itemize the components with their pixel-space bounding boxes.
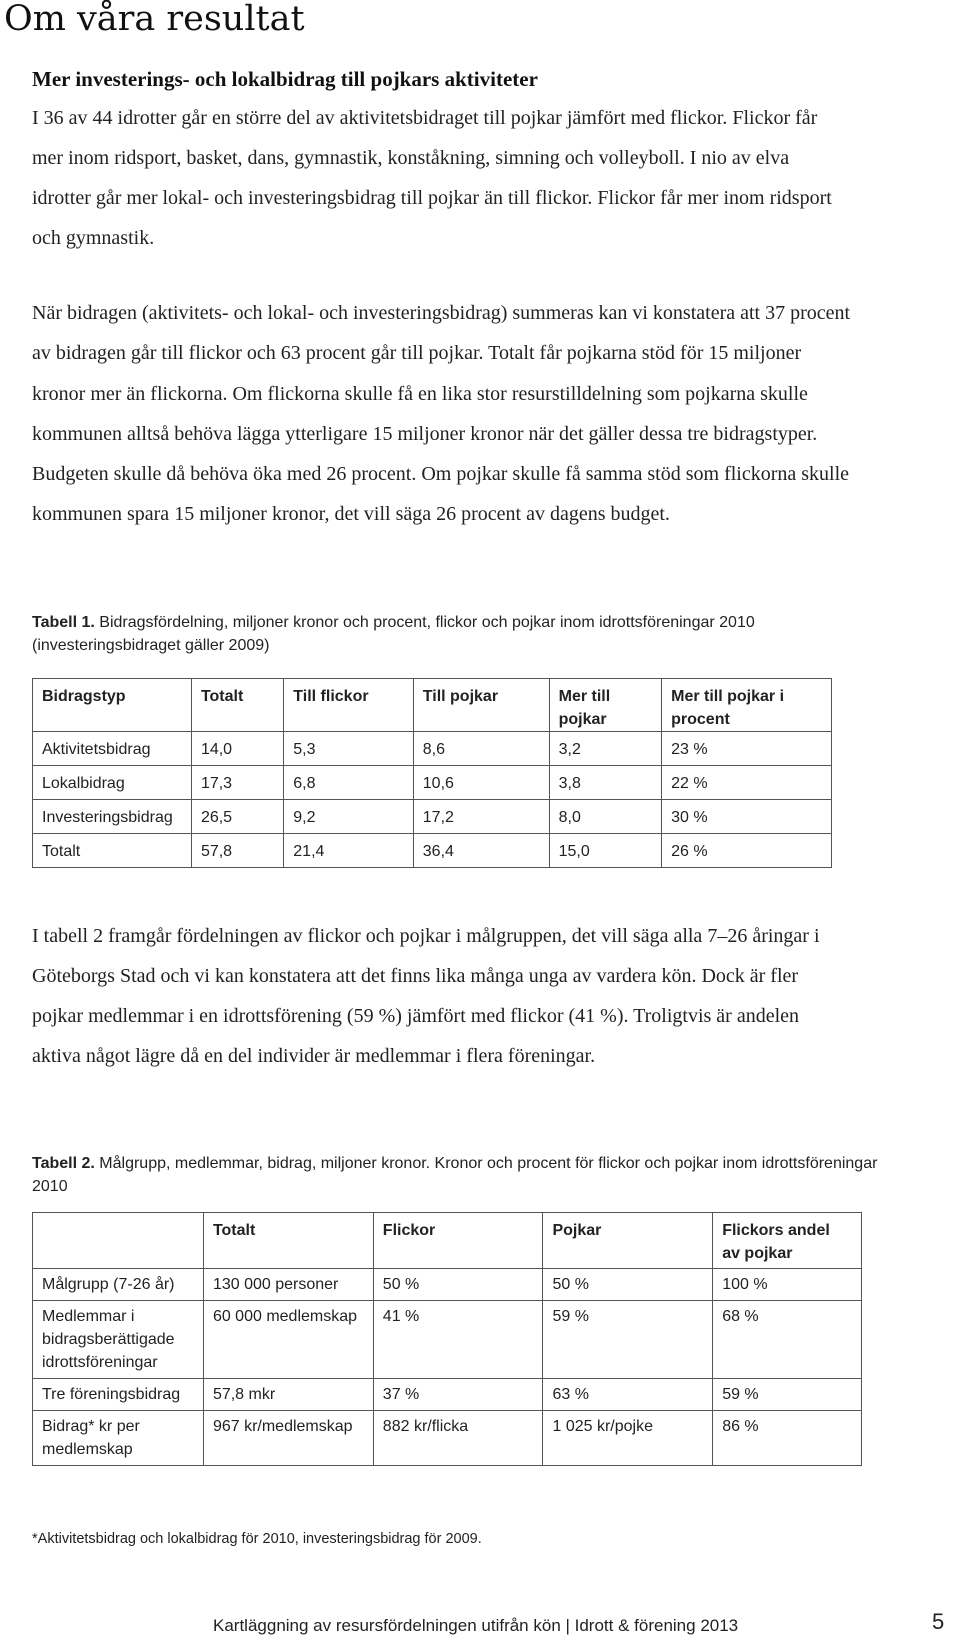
table-cell: Medlemmar i bidragsberättigade idrottsföreningar: [33, 1301, 204, 1379]
paragraph-summary: När bidragen (aktivitets- och lokal- och investeringsbidrag) summeras kan vi konstatera att 37 procent av bidragen går till flickor och 63 procent går till pojkar. Totalt får pojkarna stöd för 15 miljoner kronor mer än flickorna. Om flickorna skulle få en lika stor resurstilldelning som pojkarna skulle kommunen alltså behöva lägga ytterligare 15 miljoner kronor när det gäller dessa tre bidragstyper. Budgeten skulle då behöva öka med 26 procent. Om pojkar skulle få samma stöd som flickorna skulle kommunen spara 15 miljoner kronor, det vill säga 26 procent av dagens budget.: [32, 302, 851, 526]
table-cell: 3,2: [549, 732, 662, 766]
table-footnote: *Aktivitetsbidrag och lokalbidrag för 2010, investeringsbidrag för 2009.: [32, 1531, 482, 1547]
page-footer: Kartläggning av resursfördelningen utifrån kön | Idrott & förening 2013: [213, 1616, 739, 1635]
table-cell: 50 %: [373, 1269, 543, 1301]
table-cell: 130 000 personer: [203, 1269, 373, 1301]
table-cell: Lokalbidrag: [33, 766, 192, 800]
table-row: [33, 1301, 862, 1379]
table-cell: 60 000 medlemskap: [203, 1301, 373, 1379]
table2-caption-label: Tabell 2.: [32, 1155, 95, 1172]
table-cell: 17,3: [191, 766, 283, 800]
table1-caption: [32, 611, 882, 657]
table-row: [33, 834, 832, 868]
table-header-cell: Totalt: [191, 679, 283, 732]
table-header-cell: Mer till pojkar i procent: [662, 679, 832, 732]
table-header-row: [33, 679, 832, 732]
table-cell: 22 %: [662, 766, 832, 800]
table-cell: 967 kr/medlemskap: [203, 1411, 373, 1466]
table-cell: 57,8: [191, 834, 283, 868]
table-cell: 8,6: [413, 732, 549, 766]
table-cell: 17,2: [413, 800, 549, 834]
table-cell: Totalt: [33, 834, 192, 868]
paragraph-intro: I 36 av 44 idrotter går en större del av aktivitetsbidraget till pojkar jämfört med flickor. Flickor får mer inom ridsport, basket, dans, gymnastik, konståkning, simning och volleyboll. I nio av elva idrotter går mer lokal- och investeringsbidrag till pojkar än till flickor. Flickor får mer inom ridsport och gymnastik.: [32, 107, 832, 249]
table-header-row: [33, 1213, 862, 1269]
table-header-cell: Bidragstyp: [33, 679, 192, 732]
table-row: [33, 1379, 862, 1411]
page-number: 5: [932, 1609, 945, 1634]
table-cell: 26 %: [662, 834, 832, 868]
table-cell: 8,0: [549, 800, 662, 834]
table-header-cell: Mer till pojkar: [549, 679, 662, 732]
table-header-cell: Totalt: [203, 1213, 373, 1269]
table-header-cell: Flickors andel av pojkar: [713, 1213, 862, 1269]
table-header-cell: Till pojkar: [413, 679, 549, 732]
table-cell: 882 kr/flicka: [373, 1411, 543, 1466]
table-cell: 41 %: [373, 1301, 543, 1379]
table-malgrupp: [32, 1212, 862, 1466]
table-cell: Investeringsbidrag: [33, 800, 192, 834]
table-header-cell: [33, 1213, 204, 1269]
table-cell: 37 %: [373, 1379, 543, 1411]
table1-caption-text: Bidragsfördelning, miljoner kronor och procent, flickor och pojkar inom idrottsföreningar 2010 (investeringsbidraget gäller 2009): [32, 614, 755, 654]
table-header-cell: Pojkar: [543, 1213, 713, 1269]
table-cell: 86 %: [713, 1411, 862, 1466]
table-cell: 36,4: [413, 834, 549, 868]
table-cell: 9,2: [284, 800, 413, 834]
table2-caption-text: Målgrupp, medlemmar, bidrag, miljoner kronor. Kronor och procent för flickor och pojkar inom idrottsföreningar 2010: [32, 1155, 878, 1195]
table-cell: 57,8 mkr: [203, 1379, 373, 1411]
table-cell: Aktivitetsbidrag: [33, 732, 192, 766]
table-cell: 1 025 kr/pojke: [543, 1411, 713, 1466]
table-cell: 26,5: [191, 800, 283, 834]
section-subheading: Mer investerings- och lokalbidrag till pojkars aktiviteter: [32, 67, 538, 91]
table-cell: Målgrupp (7-26 år): [33, 1269, 204, 1301]
table-row: [33, 800, 832, 834]
paragraph-malgrupp: I tabell 2 framgår fördelningen av flickor och pojkar i målgruppen, det vill säga alla 7–26 åringar i Göteborgs Stad och vi kan konstatera att det finns lika många unga av vardera kön. Dock är fler pojkar medlemmar i en idrottsförening (59 %) jämfört med flickor (41 %). Troligtvis är andelen aktiva något lägre då en del individer är medlemmar i flera föreningar.: [32, 925, 820, 1067]
table-cell: 50 %: [543, 1269, 713, 1301]
table-cell: 59 %: [543, 1301, 713, 1379]
table-header-cell: Flickor: [373, 1213, 543, 1269]
table-cell: 3,8: [549, 766, 662, 800]
page-title: Om våra resultat: [4, 0, 305, 39]
table-cell: Tre föreningsbidrag: [33, 1379, 204, 1411]
table-row: [33, 766, 832, 800]
table-cell: 30 %: [662, 800, 832, 834]
table-cell: 68 %: [713, 1301, 862, 1379]
table2-caption: [32, 1152, 882, 1198]
table-bidragsfordelning: [32, 678, 832, 868]
table-cell: 5,3: [284, 732, 413, 766]
table-cell: 23 %: [662, 732, 832, 766]
table-cell: 6,8: [284, 766, 413, 800]
table-cell: 100 %: [713, 1269, 862, 1301]
table-row: [33, 1269, 862, 1301]
table-row: [33, 1411, 862, 1466]
table-row: [33, 732, 832, 766]
table-cell: Bidrag* kr per medlemskap: [33, 1411, 204, 1466]
table-cell: 10,6: [413, 766, 549, 800]
table-cell: 14,0: [191, 732, 283, 766]
table-header-cell: Till flickor: [284, 679, 413, 732]
table-cell: 15,0: [549, 834, 662, 868]
table-cell: 21,4: [284, 834, 413, 868]
table-cell: 59 %: [713, 1379, 862, 1411]
table-cell: 63 %: [543, 1379, 713, 1411]
table1-caption-label: Tabell 1.: [32, 614, 95, 631]
